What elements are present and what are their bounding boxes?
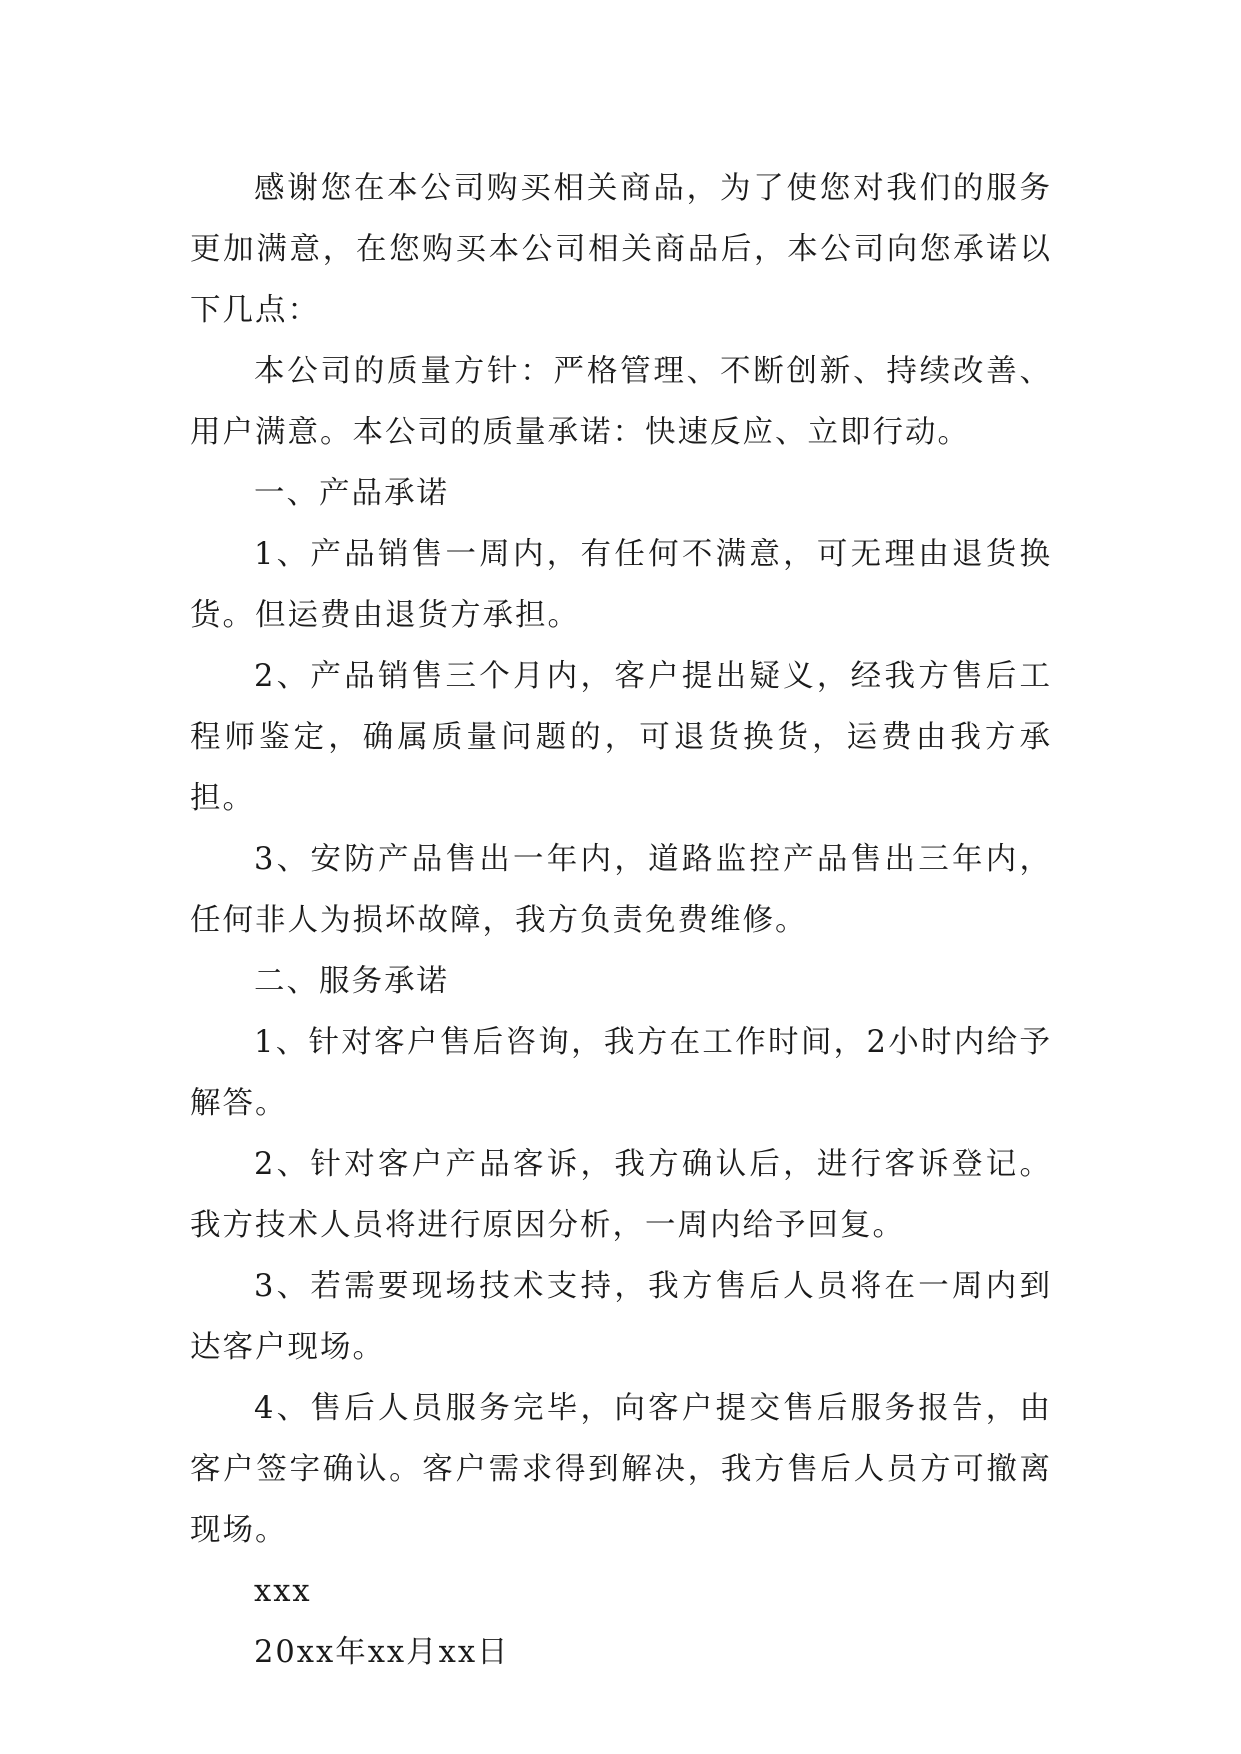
service-item-2: 2、针对客户产品客诉，我方确认后，进行客诉登记。我方技术人员将进行原因分析，一周内给予回复。 xyxy=(190,1147,1052,1243)
intro-paragraph: 感谢您在本公司购买相关商品，为了使您对我们的服务更加满意，在您购买本公司相关商品后，本公司向您承诺以下几点： xyxy=(190,171,1052,328)
service-item-4: 4、售后人员服务完毕，向客户提交售后服务报告，由客户签字确认。客户需求得到解决，我方售后人员方可撤离现场。 xyxy=(190,1391,1052,1548)
section-heading-service: 二、服务承诺 xyxy=(254,964,449,999)
service-item-3: 3、若需要现场技术支持，我方售后人员将在一周内到达客户现场。 xyxy=(190,1269,1052,1365)
section-heading-product: 一、产品承诺 xyxy=(254,476,449,511)
document-body xyxy=(190,158,1052,1683)
product-item-2: 2、产品销售三个月内，客户提出疑义，经我方售后工程师鉴定，确属质量问题的，可退货换货，运费由我方承担。 xyxy=(190,659,1052,816)
date: 20xx年xx月xx日 xyxy=(254,1635,510,1670)
product-item-1: 1、产品销售一周内，有任何不满意，可无理由退货换货。但运费由退货方承担。 xyxy=(190,537,1052,633)
product-item-3: 3、安防产品售出一年内，道路监控产品售出三年内，任何非人为损坏故障，我方负责免费维修。 xyxy=(190,842,1052,938)
quality-policy-paragraph: 本公司的质量方针：严格管理、不断创新、持续改善、用户满意。本公司的质量承诺：快速反应、立即行动。 xyxy=(190,354,1052,450)
service-item-1: 1、针对客户售后咨询，我方在工作时间，2小时内给予解答。 xyxy=(190,1025,1052,1121)
signature: xxx xyxy=(254,1574,312,1609)
